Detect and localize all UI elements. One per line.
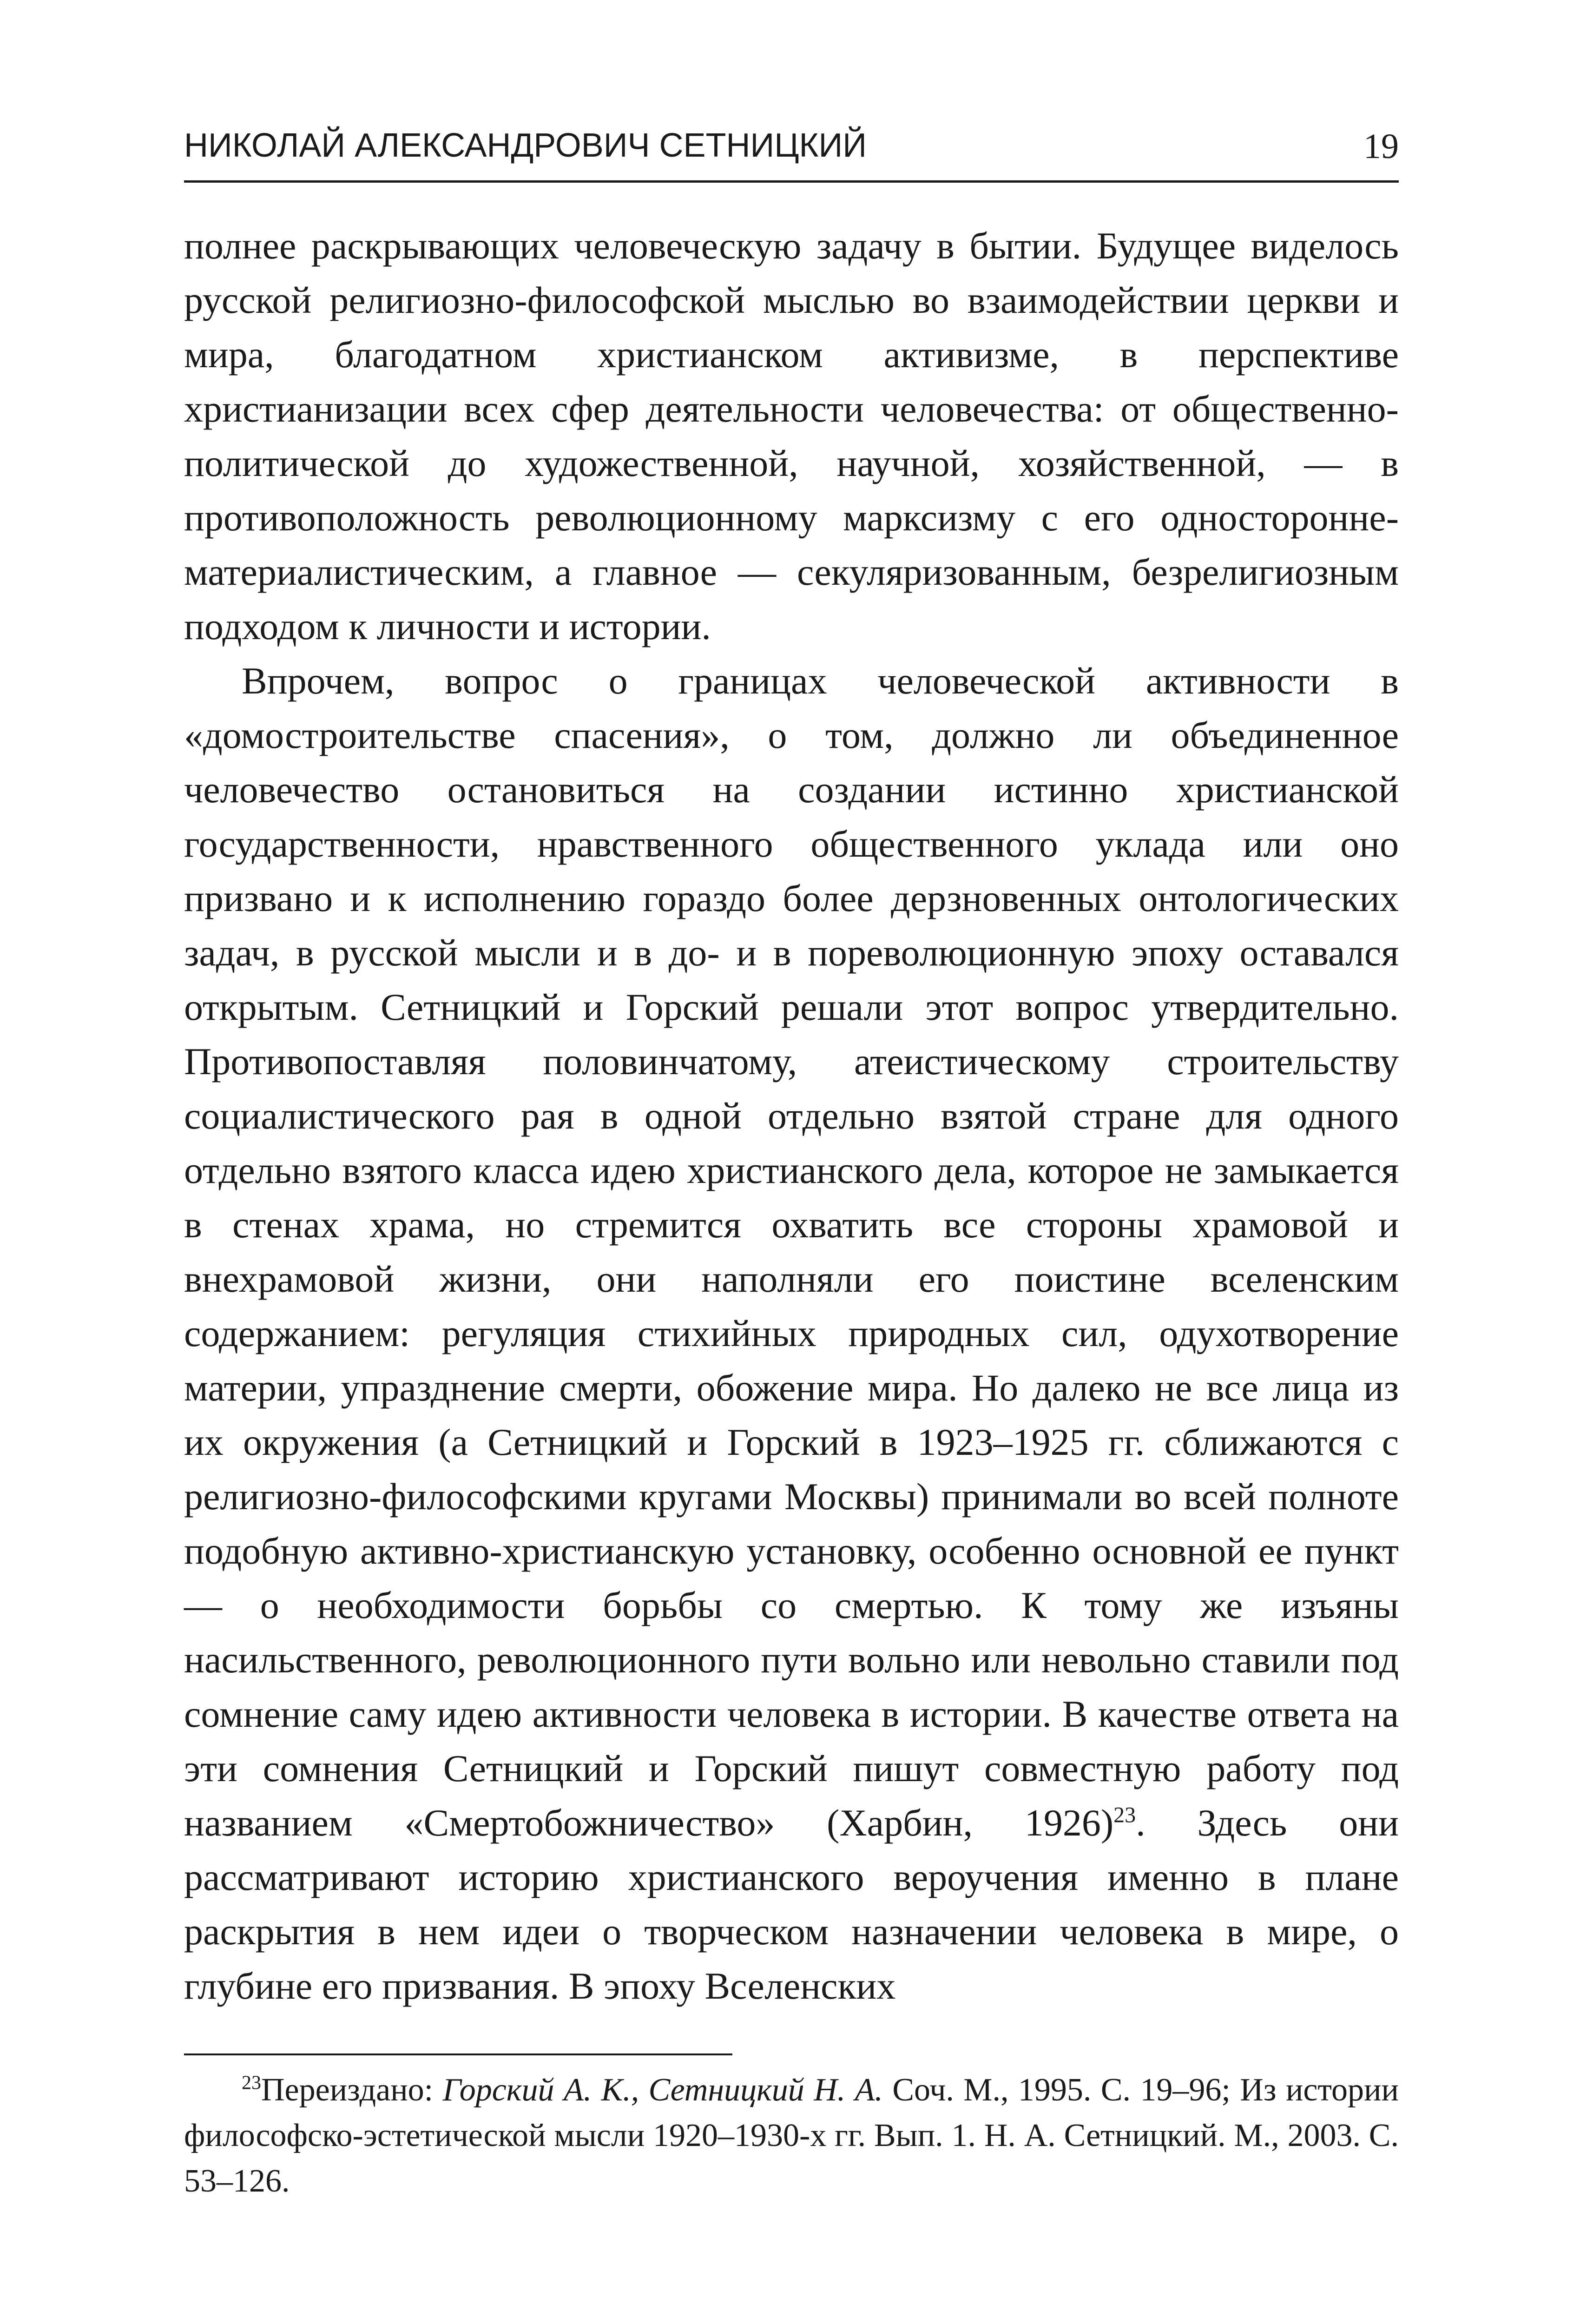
paragraph-2-tail: . Здесь они рассматривают историю христианского вероучения именно в плане раскрытия в нем идеи о творческом назначении человека в мире, о глубине его призвания. В эпоху Вселенских: [184, 1802, 1399, 2007]
footnote: [184, 2067, 1399, 2204]
footnote-authors: Горский А. К., Сетницкий Н. А.: [442, 2072, 883, 2108]
paragraph-2-main: Впрочем, вопрос о границах человеческой активности в «домостроительстве спасения», о том, должно ли объединенное человечество остановиться на создании истинно христианской государственности, нравственного общественного уклада или оно призвано и к исполнению гораздо более дерзновенных онтологических задач, в русской мысли и в до- и в пореволюционную эпоху оставался открытым. Сетницкий и Горский решали этот вопрос утвердительно. Противопоставляя половинчатому, атеистическому строительству социалистического рая в одной отдельно взятой стране для одного отдельно взятого класса идею христианского дела, которое не замыкается в стенах храма, но стремится охватить все стороны храмовой и внехрамовой жизни, они наполняли его поистине вселенским содержанием: регуляция стихийных природных сил, одухотворение материи, упразднение смерти, обожение мира. Но далеко не все лица из их окружения (а Сетницкий и Горский в 1923–1925 гг. сближаются с религиозно-философскими кругами Москвы) принимали во всей полноте подобную активно-христианскую установку, особенно основной ее пункт — о необходимости борьбы со смертью. К тому же изъяны насильственного, революционного пути вольно или невольно ставили под сомнение саму идею активности человека в истории. В качестве ответа на эти сомнения Сетницкий и Горский пишут совместную работу под названием «Смертобожничество» (Харбин, 1926): [184, 660, 1399, 1844]
page-number: 19: [1363, 127, 1399, 166]
footnote-reference[interactable]: 23: [1113, 1802, 1136, 1828]
footnote-citation: Соч. М., 1995. С. 19–96; Из истории философско-эстетической мысли 1920–1930-х гг. Вып. 1. Н. А. Сетницкий. М., 2003. С. 53–126.: [184, 2072, 1399, 2199]
header-rule: [184, 180, 1399, 183]
footnote-number: 23: [242, 2072, 261, 2094]
running-header: [184, 126, 1399, 178]
footnote-rule: [184, 2053, 732, 2055]
body-text: [184, 218, 1399, 2013]
footnote-lead: Переиздано:: [261, 2072, 443, 2108]
paragraph-1: полнее раскрывающих человеческую задачу в бытии. Будущее виделось русской религиозно-философской мыслью во взаимодействии церкви и мира, благодатном христианском активизме, в перспективе христианизации всех сфер деятельности человечества: от общественно-политической до художественной, научной, хозяйственной, — в противоположность революционному марксизму с его односторонне-материалистическим, а главное — секуляризованным, безрелигиозным подходом к личности и истории.: [184, 224, 1399, 647]
paragraph-2: [184, 654, 1399, 2013]
running-title: НИКОЛАЙ АЛЕКСАНДРОВИЧ СЕТНИЦКИЙ: [184, 127, 867, 164]
